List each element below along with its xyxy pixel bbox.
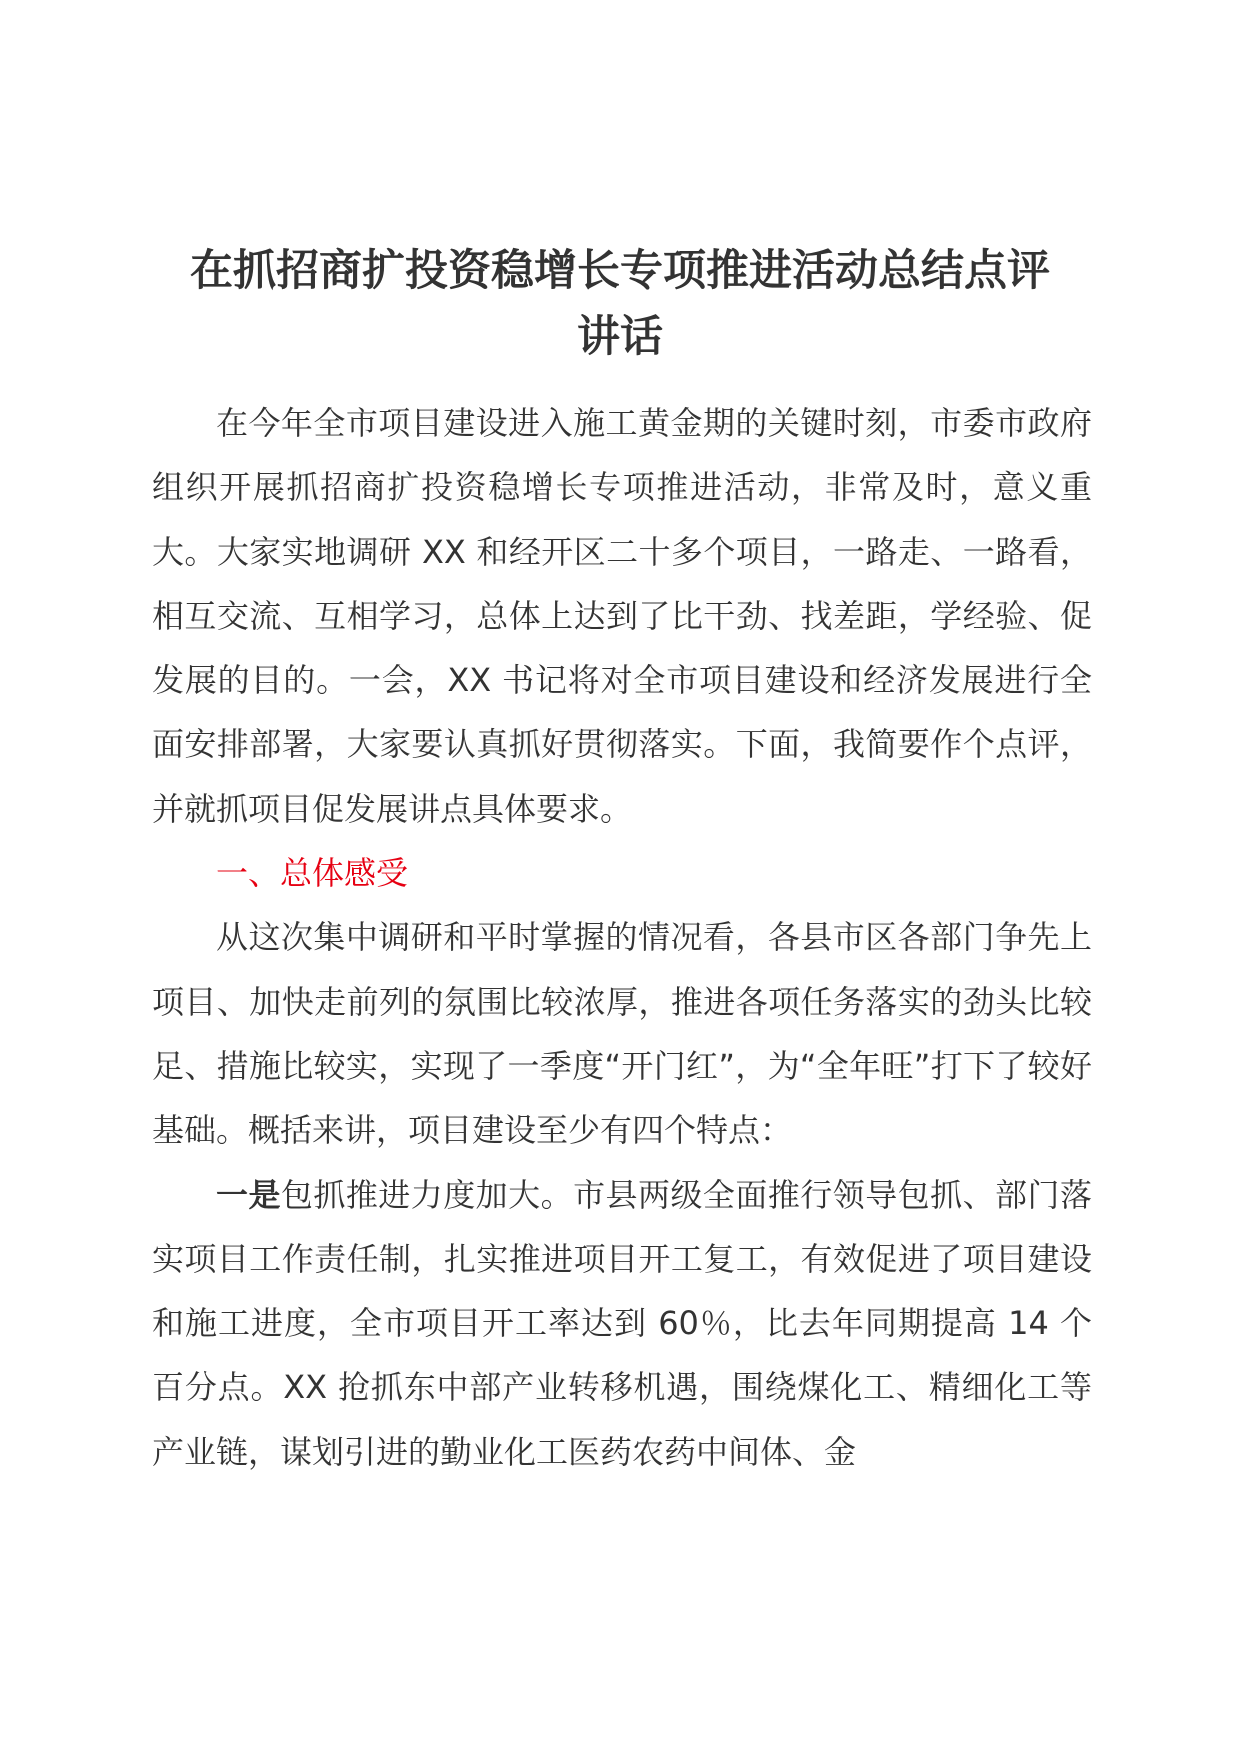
document-title: [150, 238, 1090, 370]
document-body: [152, 391, 1092, 1484]
point-one-paragraph: [152, 1163, 1092, 1484]
intro-paragraph: 在今年全市项目建设进入施工黄金期的关键时刻，市委市政府组织开展抓招商扩投资稳增长专项推进活动，非常及时，意义重大。大家实地调研 XX 和经开区二十多个项目，一路走、一路看，相互交流、互相学习，总体上达到了比干劲、找差距，学经验、促发展的目的。一会，XX 书记将对全市项目建设和经济发展进行全面安排部署，大家要认真抓好贯彻落实。下面，我简要作个点评，并就抓项目促发展讲点具体要求。: [152, 404, 1092, 828]
title-line-1: 在抓招商扩投资稳增长专项推进活动总结点评: [190, 246, 1050, 296]
section-heading-overall: 一、总体感受: [216, 854, 409, 893]
point-one-lead: 一是: [216, 1175, 281, 1214]
overview-paragraph: 从这次集中调研和平时掌握的情况看，各县市区各部门争先上项目、加快走前列的氛围比较浓厚，推进各项任务落实的劲头比较足、措施比较实，实现了一季度“开门红”，为“全年旺”打下了较好基础。概括来讲，项目建设至少有四个特点：: [152, 918, 1092, 1150]
title-line-2: 讲话: [577, 312, 663, 362]
point-one-body: 包抓推进力度加大。市县两级全面推行领导包抓、部门落实项目工作责任制，扎实推进项目开工复工，有效促进了项目建设和施工进度，全市项目开工率达到 60％，比去年同期提高 14 个百分点。XX 抢抓东中部产业转移机遇，围绕煤化工、精细化工等产业链，谋划引进的勤业化工医药农药中间体、金: [152, 1175, 1092, 1471]
